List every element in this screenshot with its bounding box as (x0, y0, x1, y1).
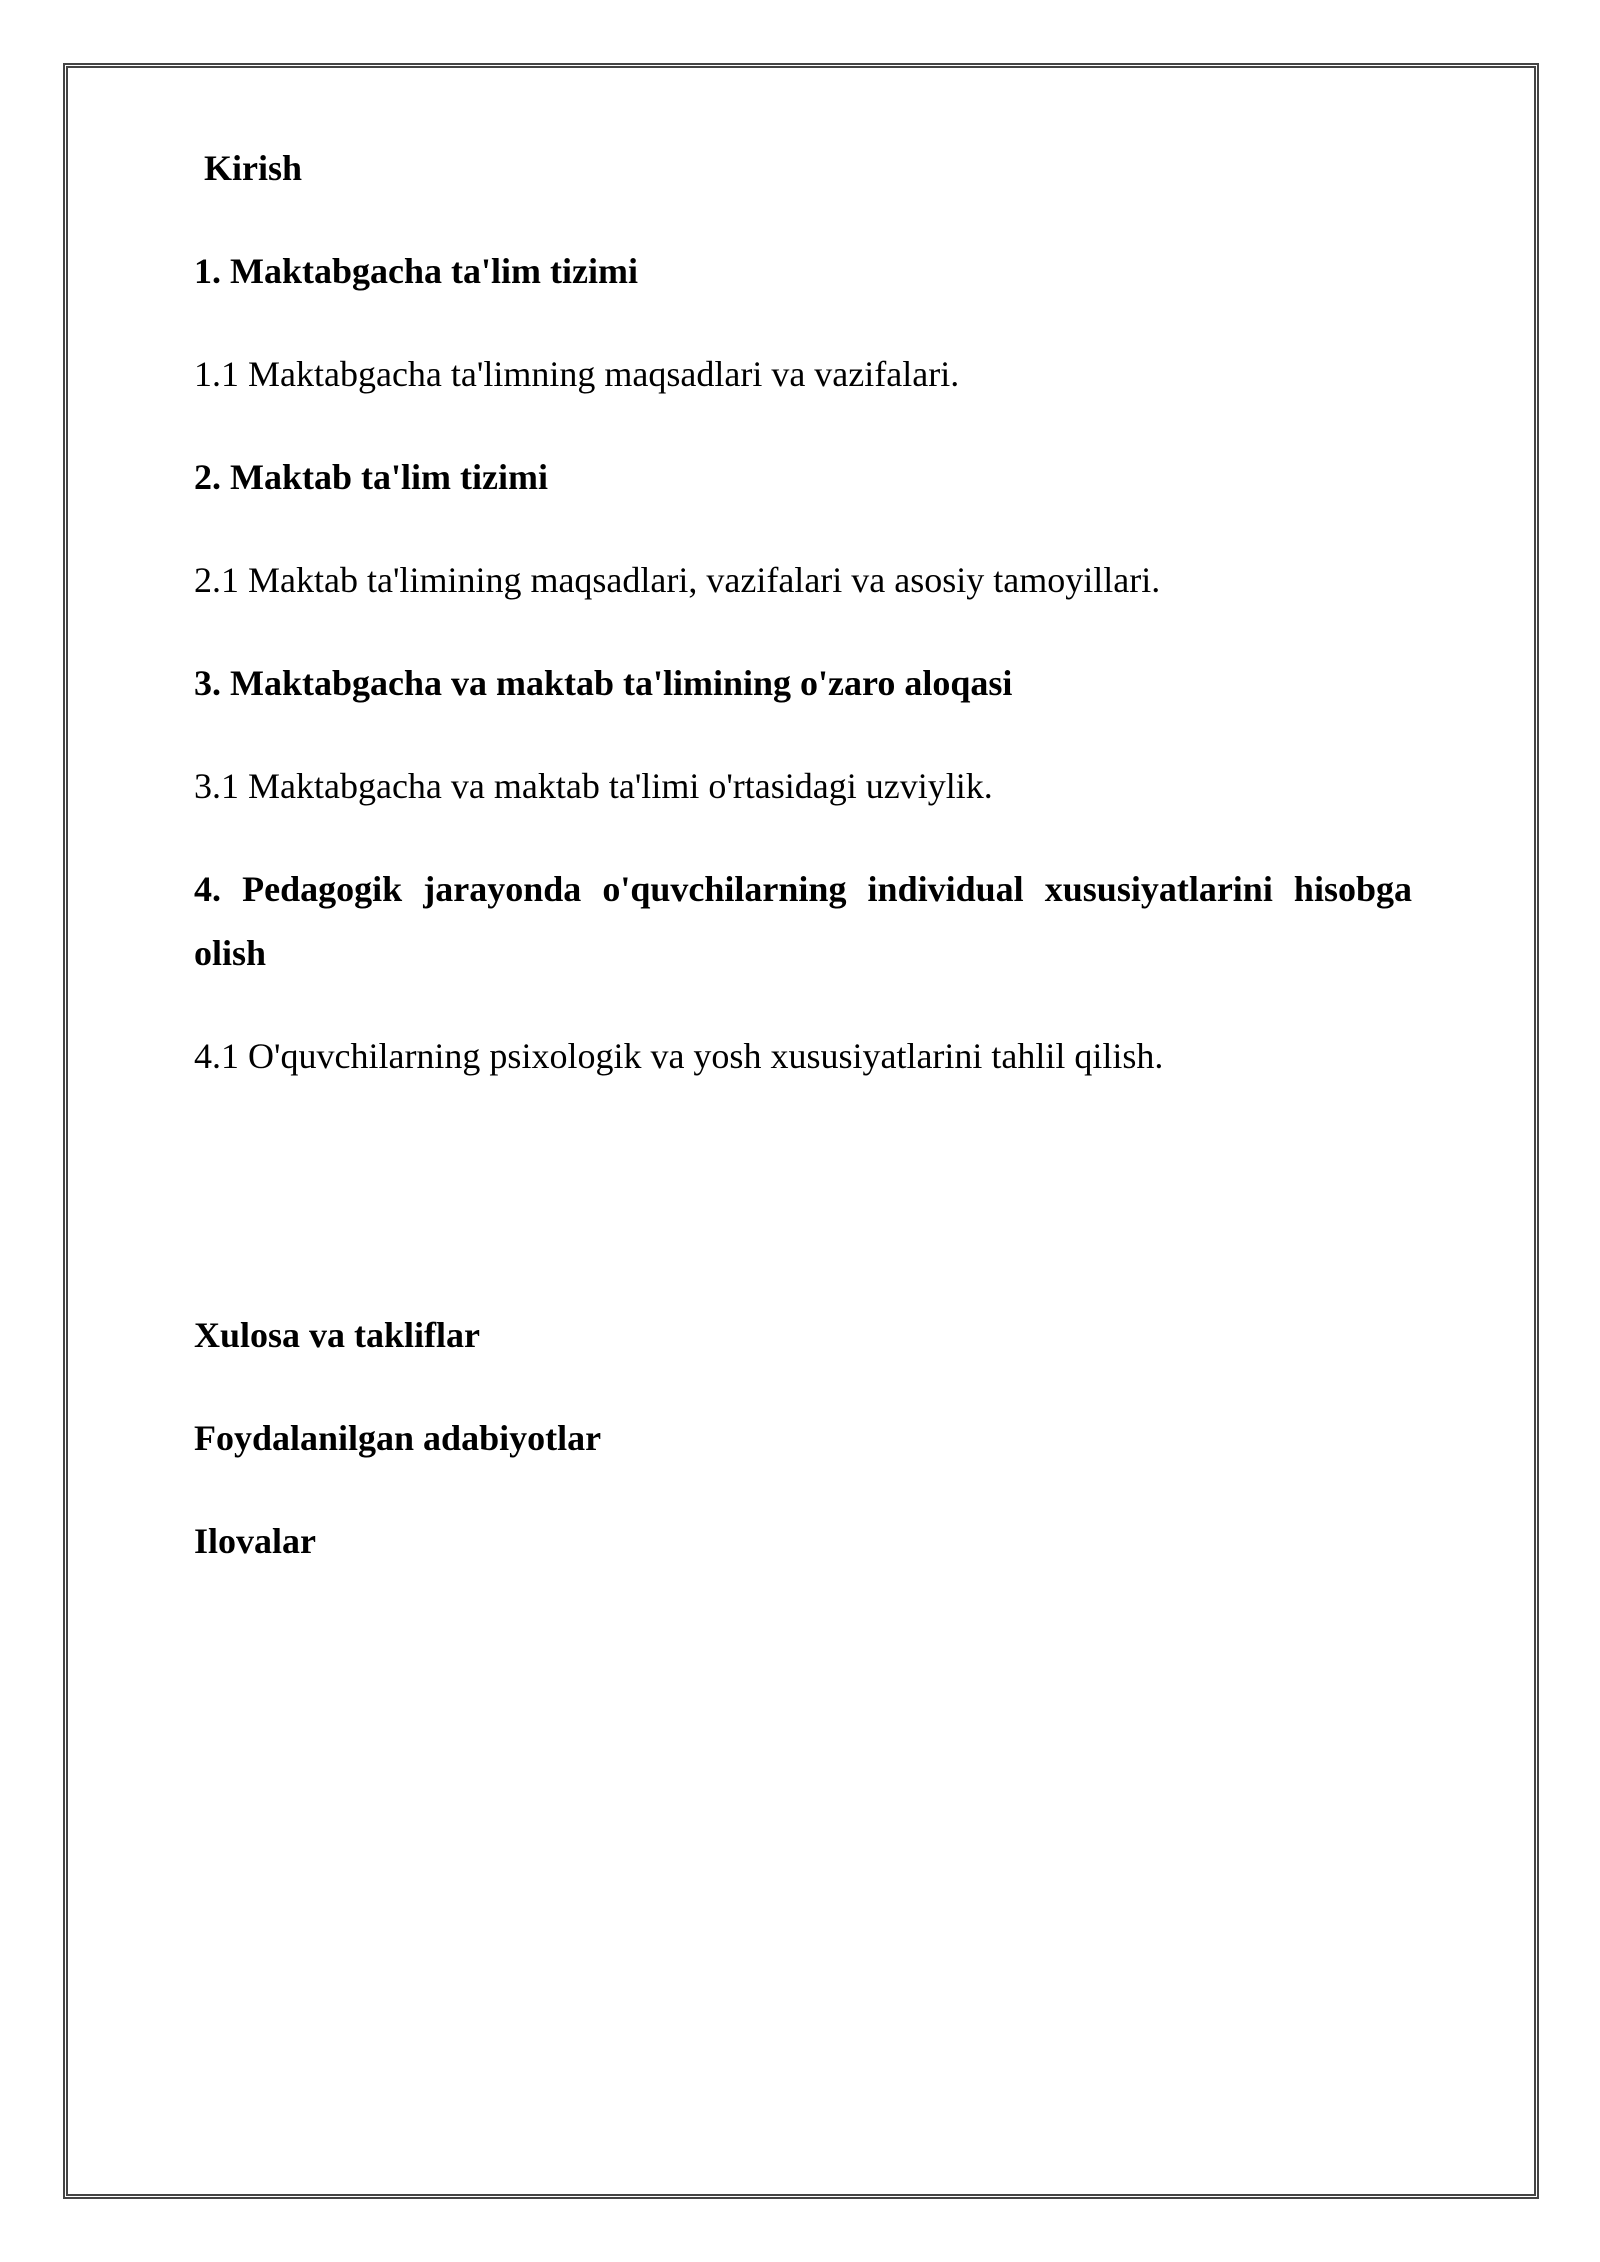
toc-entry-subsection-1-1: 1.1 Maktabgacha ta'limning maqsadlari va vazifalari. (194, 354, 960, 394)
toc-entry-intro: Kirish (204, 148, 303, 188)
toc-entry-references: Foydalanilgan adabiyotlar (194, 1418, 602, 1458)
toc-entry-section-3: 3. Maktabgacha va maktab ta'limining o'zaro aloqasi (194, 663, 1013, 703)
toc-entry-subsection-4-1: 4.1 O'quvchilarning psixologik va yosh xususiyatlarini tahlil qilish. (194, 1036, 1164, 1076)
toc-entry-subsection-2-1: 2.1 Maktab ta'limining maqsadlari, vazifalari va asosiy tamoyillari. (194, 560, 1161, 600)
toc-entry-section-1: 1. Maktabgacha ta'lim tizimi (194, 251, 638, 291)
toc-entry-appendices: Ilovalar (194, 1521, 316, 1561)
toc-entry-conclusion: Xulosa va takliflar (194, 1315, 481, 1355)
toc-entry-section-2: 2. Maktab ta'lim tizimi (194, 457, 548, 497)
toc-entry-section-4: 4. Pedagogik jarayonda o'quvchilarning individual xususiyatlarini hisobga olish (194, 869, 1412, 973)
toc-entry-subsection-3-1: 3.1 Maktabgacha va maktab ta'limi o'rtasidagi uzviylik. (194, 766, 993, 806)
